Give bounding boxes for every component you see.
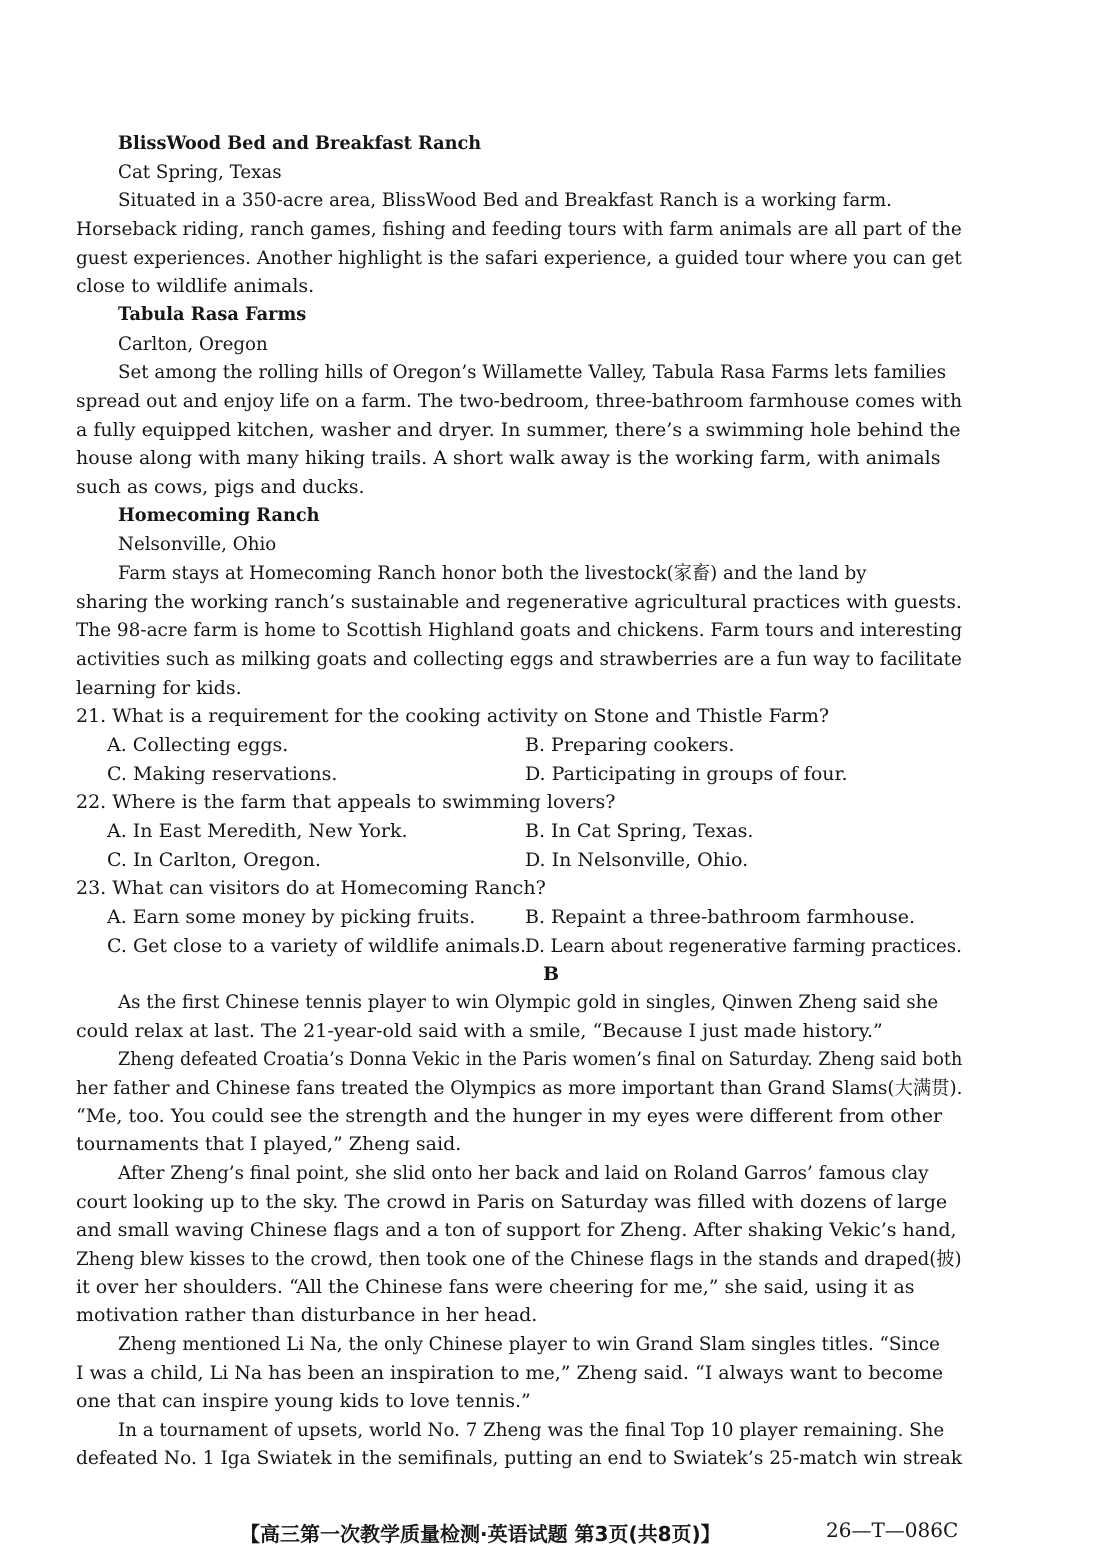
paragraph-line: In a tournament of upsets, world No. 7 Zheng was the final Top 10 player remaining. She [118,1419,945,1441]
question-23-option-d: D. Learn about regenerative farming practices. [525,935,962,957]
question-22-stem: 22. Where is the farm that appeals to swimming lovers? [76,791,616,813]
question-23-option-c: C. Get close to a variety of wildlife animals. [107,935,526,957]
question-21-option-d: D. Participating in groups of four. [525,763,848,785]
paragraph-line: tournaments that I played,” Zheng said. [76,1133,462,1155]
paragraph-line: close to wildlife animals. [76,275,315,297]
question-23-stem: 23. What can visitors do at Homecoming Ranch? [76,877,546,899]
paragraph-line: “Me, too. You could see the strength and the hunger in my eyes were different from other [76,1105,943,1127]
paragraph-line: Zheng defeated Croatia’s Donna Vekic in the Paris women’s final on Saturday. Zheng said both [118,1048,963,1070]
paragraph-line: court looking up to the sky. The crowd in Paris on Saturday was filled with dozens of large [76,1191,948,1213]
farm-name-blisswood: BlissWood Bed and Breakfast Ranch [118,133,482,154]
paragraph-line: Zheng blew kisses to the crowd, then took one of the Chinese flags in the stands and draped(披) [76,1248,962,1270]
paragraph-line: Zheng mentioned Li Na, the only Chinese player to win Grand Slam singles titles. “Since [118,1333,940,1355]
paragraph-line: defeated No. 1 Iga Swiatek in the semifinals, putting an end to Swiatek’s 25-match win streak [76,1447,963,1469]
footer-code: 26—T—086C [826,1518,959,1542]
question-22-option-c: C. In Carlton, Oregon. [107,849,321,871]
section-b-label: B [542,963,560,985]
farm-location-blisswood: Cat Spring, Texas [118,161,282,183]
paragraph-line: After Zheng’s final point, she slid onto her back and laid on Roland Garros’ famous clay [118,1162,929,1184]
question-21-stem: 21. What is a requirement for the cooking activity on Stone and Thistle Farm? [76,705,830,727]
paragraph-line: her father and Chinese fans treated the Olympics as more important than Grand Slams(大满贯). [76,1077,963,1099]
paragraph-line: Set among the rolling hills of Oregon’s Willamette Valley, Tabula Rasa Farms lets families [118,361,947,383]
paragraph-line: Situated in a 350-acre area, BlissWood Bed and Breakfast Ranch is a working farm. [118,189,892,211]
farm-location-homecoming: Nelsonville, Ohio [118,533,277,555]
paragraph-line: Horseback riding, ranch games, fishing and feeding tours with farm animals are all part of the [76,218,962,240]
question-21-option-b: B. Preparing cookers. [525,734,735,756]
paragraph-line: one that can inspire young kids to love tennis.” [76,1390,531,1412]
paragraph-line: it over her shoulders. “All the Chinese fans were cheering for me,” she said, using it as [76,1276,915,1298]
question-22-option-d: D. In Nelsonville, Ohio. [525,849,749,871]
paragraph-line: motivation rather than disturbance in her head. [76,1304,538,1326]
paragraph-line: activities such as milking goats and collecting eggs and strawberries are a fun way to facilitate [76,648,962,670]
paragraph-line: and small waving Chinese flags and a ton of support for Zheng. After shaking Vekic’s hand, [76,1219,957,1241]
paragraph-line: house along with many hiking trails. A short walk away is the working farm, with animals [76,447,941,469]
question-21-option-c: C. Making reservations. [107,763,338,785]
paragraph-line: As the first Chinese tennis player to win Olympic gold in singles, Qinwen Zheng said she [118,991,939,1013]
question-22-option-b: B. In Cat Spring, Texas. [525,820,754,842]
paragraph-line: Farm stays at Homecoming Ranch honor both the livestock(家畜) and the land by [118,562,867,584]
question-23-option-a: A. Earn some money by picking fruits. [107,906,476,928]
paragraph-line: I was a child, Li Na has been an inspiration to me,” Zheng said. “I always want to become [76,1362,944,1384]
question-22-option-a: A. In East Meredith, New York. [107,820,408,842]
paragraph-line: spread out and enjoy life on a farm. The two-bedroom, three-bathroom farmhouse comes with [76,390,963,412]
paragraph-line: such as cows, pigs and ducks. [76,476,365,498]
paragraph-line: learning for kids. [76,677,242,699]
paragraph-line: a fully equipped kitchen, washer and dryer. In summer, there’s a swimming hole behind the [76,419,961,441]
farm-name-tabula-rasa: Tabula Rasa Farms [118,304,307,325]
question-21-option-a: A. Collecting eggs. [107,734,289,756]
paragraph-line: sharing the working ranch’s sustainable and regenerative agricultural practices with guests. [76,591,962,613]
paragraph-line: The 98-acre farm is home to Scottish Highland goats and chickens. Farm tours and interesting [76,619,963,641]
paragraph-line: guest experiences. Another highlight is the safari experience, a guided tour where you can get [76,247,962,269]
farm-name-homecoming: Homecoming Ranch [118,505,320,526]
footer-exam-title: 【高三第一次教学质量检测·英语试题 第3页(共8页)】 [240,1522,721,1546]
question-23-option-b: B. Repaint a three-bathroom farmhouse. [525,906,916,928]
paragraph-line: could relax at last. The 21-year-old said with a smile, “Because I just made history.” [76,1020,883,1042]
farm-location-tabula-rasa: Carlton, Oregon [118,333,268,355]
